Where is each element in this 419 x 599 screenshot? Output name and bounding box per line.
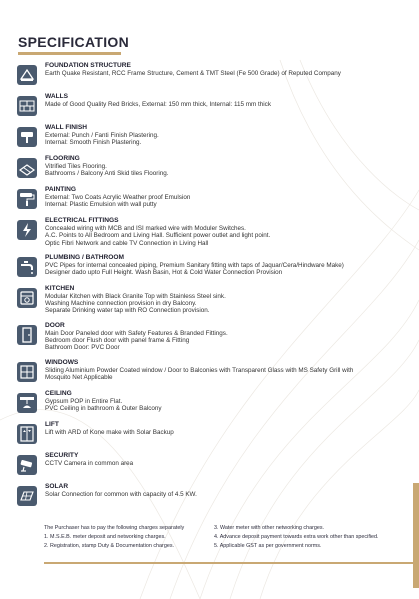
spec-line: Lift with ARD of Kone make with Solar Backup <box>45 428 174 436</box>
notes-left-column <box>44 524 214 551</box>
spec-item-solar <box>16 483 408 507</box>
ceiling-icon <box>16 392 38 414</box>
spec-line: Earth Quake Resistant, RCC Frame Structure, Cement & TMT Steel (Fe 500 Grade) of Reputed Company <box>45 70 341 77</box>
spec-line: Mosquito Net Applicable <box>45 373 113 381</box>
spec-line: Made of Good Quality Red Bricks, External: 150 mm thick, Internal: 115 mm thick <box>45 101 271 108</box>
spec-item-security <box>16 452 408 476</box>
spec-item-kitchen <box>16 285 408 315</box>
note-item: 1. M.S.E.B. meter deposit and networking charges. <box>44 534 166 540</box>
spec-item-flooring <box>16 155 408 179</box>
spec-line: Bedroom door Flush door with panel frame & Fitting <box>45 337 190 345</box>
solar-panel-icon <box>16 485 38 507</box>
spec-heading: FLOORING <box>45 155 80 162</box>
spec-line: Concealed wiring with MCB and ISI marked wire with Moduler Switches. <box>45 225 246 232</box>
spec-item-plumbing <box>16 254 408 278</box>
spec-line: PVC Pipes for internal concealed piping, Premium Sanitary fitting with taps of Jaquar/Cera/Hindware Make) <box>45 261 344 269</box>
spec-item-foundation <box>16 62 408 86</box>
spec-line: Internal: Smooth Finish Plastering. <box>45 139 142 147</box>
spec-item-electrical <box>16 217 408 247</box>
spec-item-lift <box>16 421 408 445</box>
spec-line: Sliding Aluminium Powder Coated window / Door to Balconies with Transparent Glass with MS Safety Grill with <box>45 366 354 374</box>
spec-item-painting <box>16 186 408 210</box>
spec-line: Designer dado upto Full Height. Wash Basin, Hot & Cold Water Connection Provision <box>45 269 283 277</box>
foundation-icon <box>16 64 38 86</box>
spec-line: Separate Drinking water tap with RO Connection provision. <box>45 307 210 315</box>
spec-line: Bathroom Door: PVC Door <box>45 344 120 352</box>
spec-heading: ELECTRICAL FITTINGS <box>45 217 119 224</box>
spec-heading: SECURITY <box>45 451 79 459</box>
spec-heading: PLUMBING / BATHROOM <box>45 253 124 261</box>
note-item: 2. Registration, stamp Duty & Documentation charges. <box>44 543 175 549</box>
spec-line: Bathrooms / Balcony Anti Skid tiles Flooring. <box>45 170 169 178</box>
spec-item-wall-finish <box>16 124 408 148</box>
lift-icon <box>16 423 38 445</box>
brick-wall-icon <box>16 95 38 117</box>
spec-line: A.C. Points to All Bedroom and Living Hall. Sufficient power outlet and light point. <box>45 232 271 240</box>
spec-item-ceiling <box>16 390 408 414</box>
plaster-icon <box>16 126 38 148</box>
spec-heading: FOUNDATION STRUCTURE <box>45 62 131 69</box>
spec-heading: LIFT <box>45 420 59 428</box>
spec-heading: DOOR <box>45 321 65 329</box>
spec-line: Internal: Plastic Emulsion with wall putty <box>45 201 157 209</box>
spec-heading: KITCHEN <box>45 284 75 292</box>
spec-line: Washing Machine connection provision in dry Balcony. <box>45 300 197 308</box>
spec-heading: SOLAR <box>45 482 69 490</box>
window-icon <box>16 361 38 383</box>
spec-line: CCTV Camera in common area <box>45 459 134 467</box>
spec-line: Modular Kitchen with Black Granite Top with Stainless Steel sink. <box>45 292 226 300</box>
page-title: SPECIFICATION <box>18 34 129 50</box>
spec-item-walls <box>16 93 408 117</box>
tiles-icon <box>16 157 38 179</box>
note-item: 5. Applicable GST as per government norms. <box>214 543 322 549</box>
spec-heading: WALL FINISH <box>45 124 88 131</box>
spec-line: Vitrified Tiles Flooring. <box>45 163 107 170</box>
spec-line: External: Punch / Fanti Finish Plastering. <box>45 132 159 139</box>
spec-line: Solar Connection for common with capacity of 4.5 KW. <box>45 490 197 498</box>
spec-line: Main Door Paneled door with Safety Features & Branded Fittings. <box>45 329 228 337</box>
cctv-icon <box>16 454 38 476</box>
tap-icon <box>16 256 38 278</box>
note-item: 4. Advance deposit payment towards extra work other than specified. <box>214 534 379 540</box>
specification-list <box>16 62 408 514</box>
note-item: 3. Water meter with other networking charges. <box>214 525 325 531</box>
charges-notes <box>44 524 416 551</box>
paint-roller-icon <box>16 188 38 210</box>
spec-line: External: Two Coats Acrylic Weather proof Emulsion <box>45 194 191 201</box>
spec-heading: PAINTING <box>45 186 77 193</box>
spec-heading: WINDOWS <box>45 358 79 366</box>
kitchen-icon <box>16 287 38 309</box>
bottom-divider <box>44 562 414 564</box>
spec-line: Optic Fibri Network and cable TV Connection in Living Hall <box>45 239 209 247</box>
notes-intro: The Purchaser has to pay the following charges separately <box>44 525 185 531</box>
spec-heading: CEILING <box>45 389 72 397</box>
spec-item-door <box>16 322 408 352</box>
spec-heading: WALLS <box>45 93 69 100</box>
spec-item-windows <box>16 359 408 383</box>
title-underline <box>18 52 121 55</box>
spec-line: PVC Ceiling in bathroom & Outer Balcony <box>45 404 162 412</box>
door-icon <box>16 324 38 346</box>
lightning-icon <box>16 219 38 241</box>
spec-line: Gypsum POP in Entire Flat. <box>45 397 123 405</box>
notes-right-column <box>214 524 414 551</box>
side-accent-bar <box>413 483 419 588</box>
